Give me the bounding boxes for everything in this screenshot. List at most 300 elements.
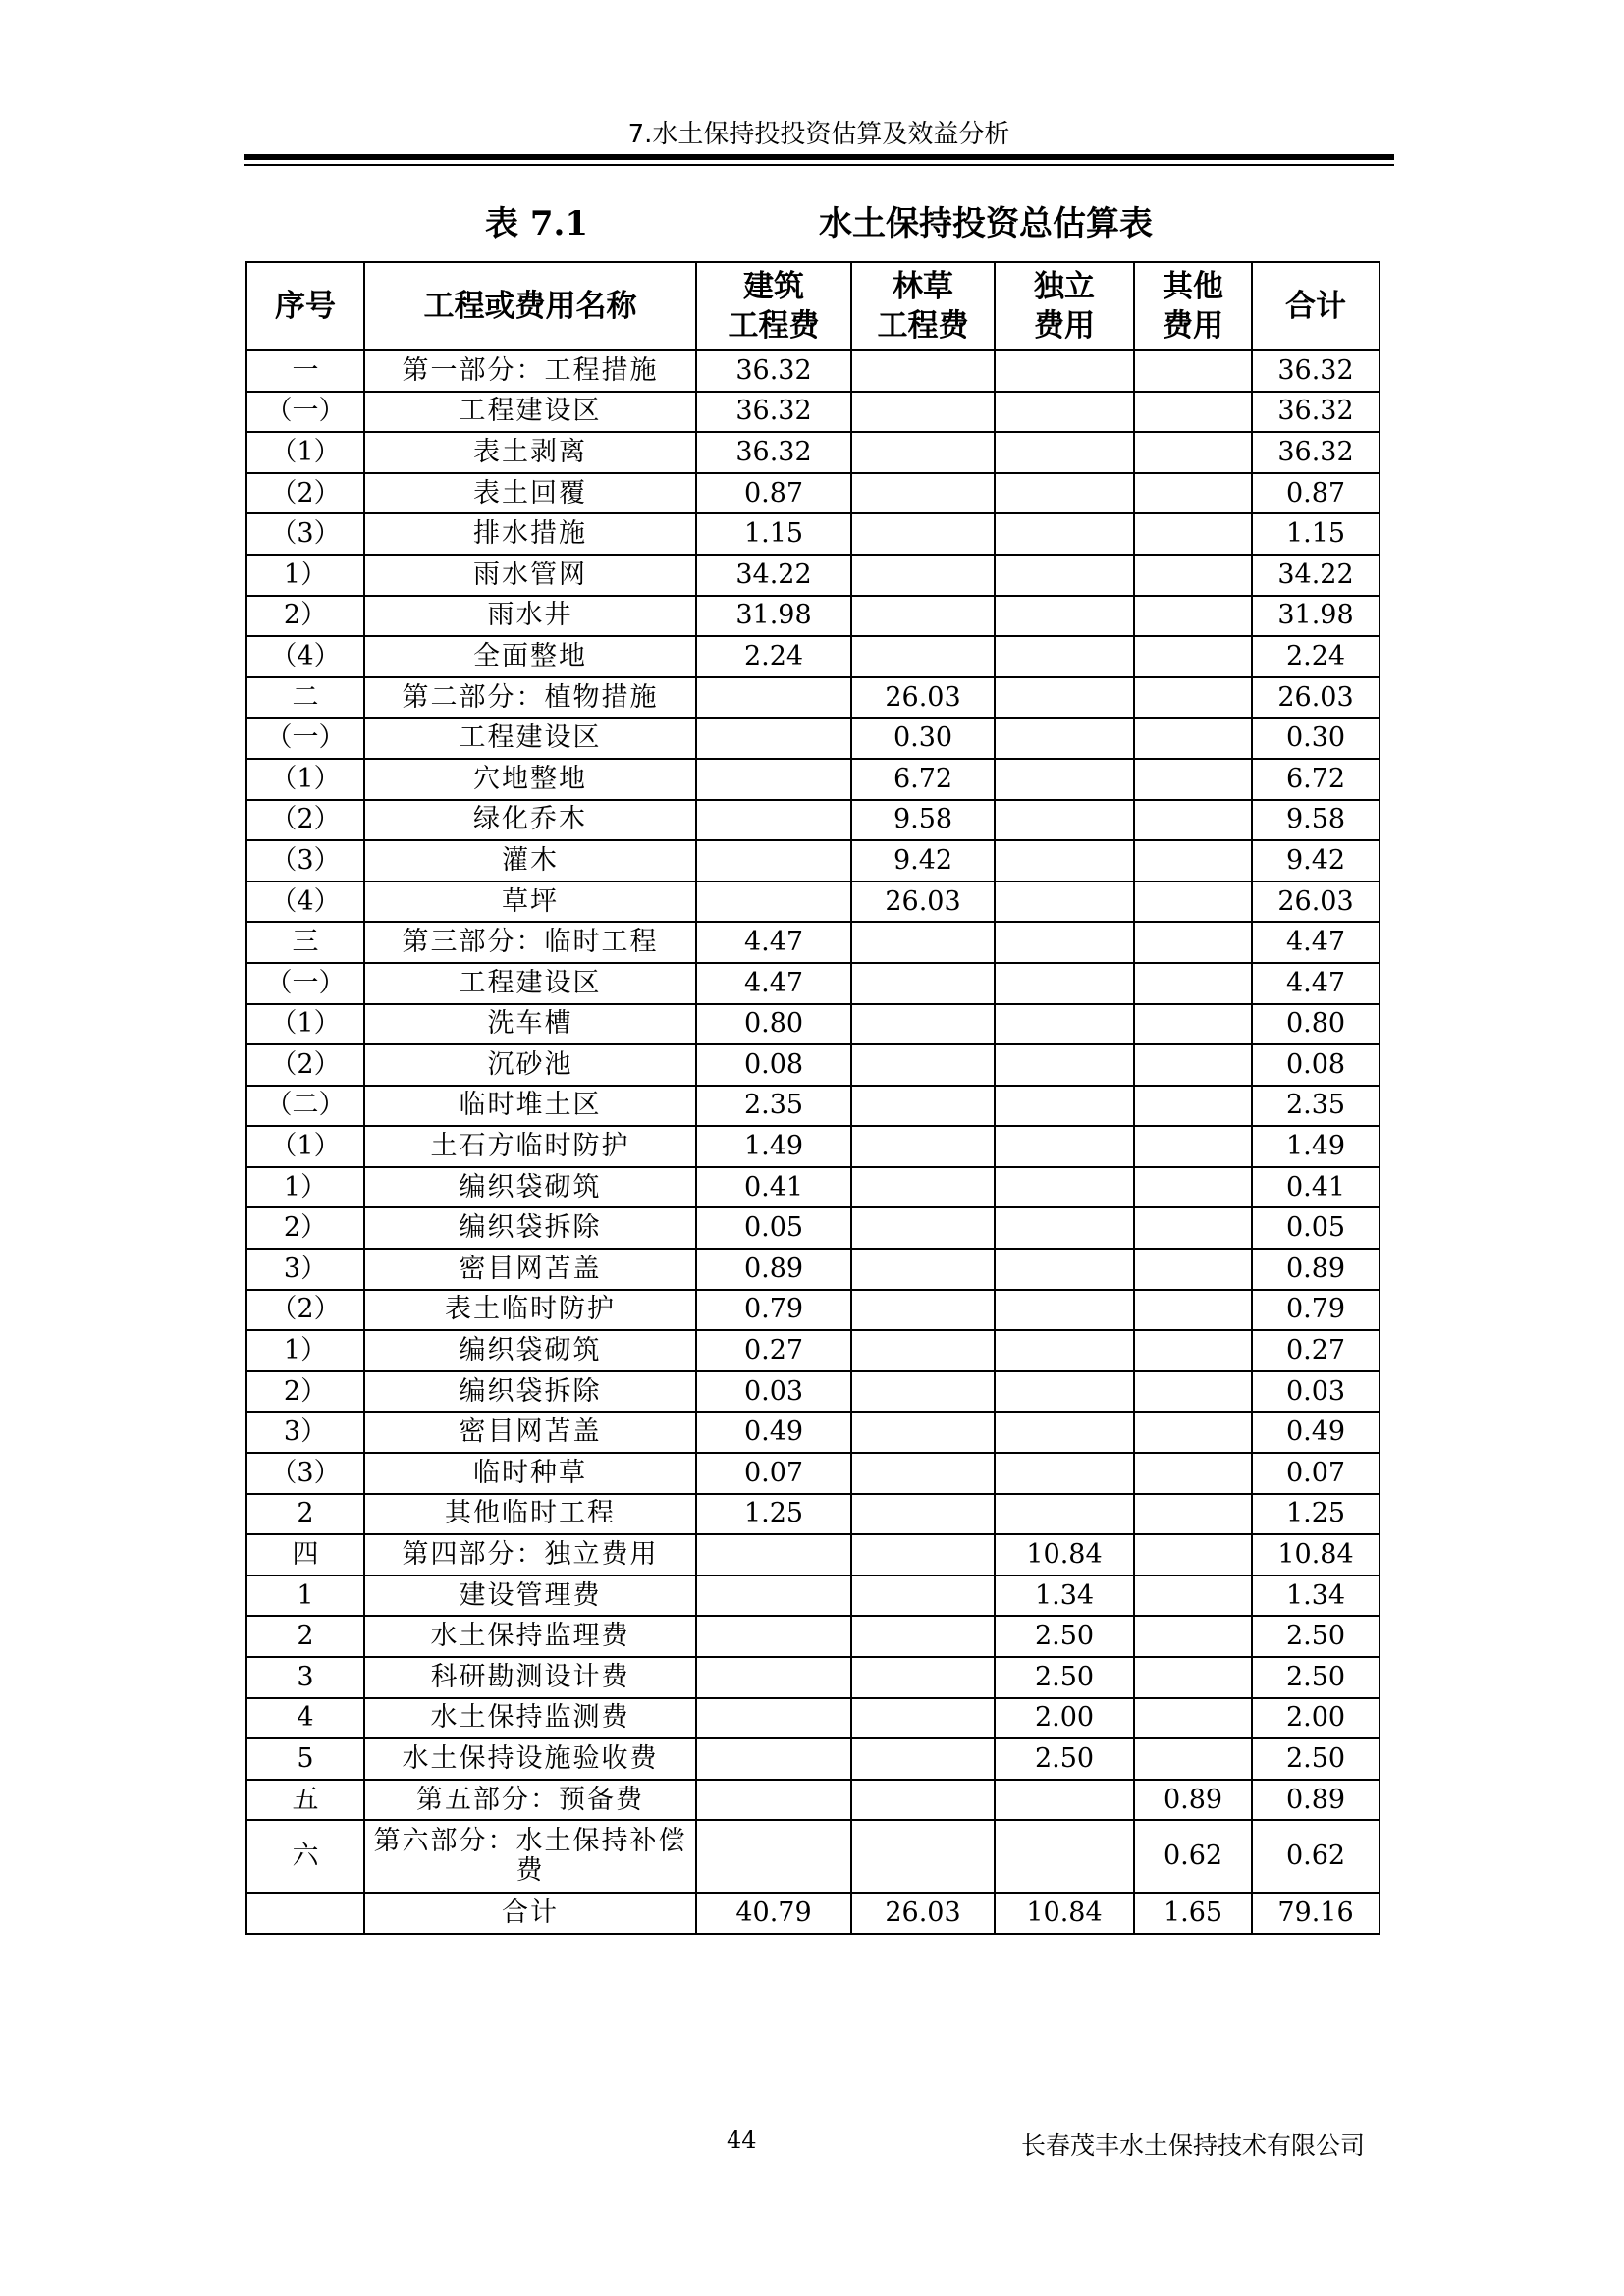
table-row [246, 1167, 1380, 1208]
table-row [246, 473, 1380, 514]
table-row [246, 392, 1380, 433]
table-row [246, 1412, 1380, 1453]
cell-vegetation: 6.72 [851, 759, 995, 800]
cell-total: 10.84 [1252, 1534, 1380, 1575]
cell-construction: 0.79 [696, 1290, 851, 1331]
cell-independent [995, 800, 1134, 841]
cell-vegetation [851, 1780, 995, 1821]
cell-seq: （2） [246, 1290, 364, 1331]
cell-construction [696, 1657, 851, 1698]
cell-seq: （1） [246, 759, 364, 800]
cell-vegetation [851, 1575, 995, 1617]
cell-construction: 0.80 [696, 1004, 851, 1045]
cell-name: 第四部分：独立费用 [364, 1534, 696, 1575]
table-row [246, 350, 1380, 392]
cell-construction [696, 800, 851, 841]
cell-independent [995, 718, 1134, 759]
cell-independent [995, 1780, 1134, 1821]
cell-seq: （一） [246, 718, 364, 759]
table-row [246, 1044, 1380, 1086]
cell-other [1134, 1004, 1252, 1045]
cell-other [1134, 1044, 1252, 1086]
cell-other [1134, 1126, 1252, 1167]
cell-total: 36.32 [1252, 392, 1380, 433]
cell-total: 4.47 [1252, 963, 1380, 1004]
cell-total: 2.35 [1252, 1086, 1380, 1127]
table-body [246, 350, 1380, 1934]
column-header-other: 其他 费用 [1134, 262, 1252, 350]
cell-other [1134, 759, 1252, 800]
cell-construction [696, 759, 851, 800]
cell-seq: （1） [246, 432, 364, 473]
cell-name: 工程建设区 [364, 718, 696, 759]
cell-other [1134, 636, 1252, 677]
cell-seq: （一） [246, 392, 364, 433]
cell-total: 0.80 [1252, 1004, 1380, 1045]
table-row [246, 1330, 1380, 1371]
cell-vegetation: 9.42 [851, 840, 995, 881]
cell-independent [995, 350, 1134, 392]
cell-name: 表土剥离 [364, 432, 696, 473]
table-row [246, 881, 1380, 923]
cell-total: 1.15 [1252, 513, 1380, 555]
cell-other [1134, 1207, 1252, 1249]
cell-vegetation [851, 1412, 995, 1453]
cell-construction: 4.47 [696, 963, 851, 1004]
cell-name: 密目网苫盖 [364, 1249, 696, 1290]
table-row [246, 1575, 1380, 1617]
cell-construction: 1.15 [696, 513, 851, 555]
cell-other [1134, 1330, 1252, 1371]
cell-other [1134, 881, 1252, 923]
cell-construction: 0.03 [696, 1371, 851, 1413]
cell-total: 0.41 [1252, 1167, 1380, 1208]
cell-vegetation [851, 1657, 995, 1698]
cell-vegetation: 9.58 [851, 800, 995, 841]
investment-estimate-table [245, 261, 1380, 1935]
table-row [246, 840, 1380, 881]
table-row [246, 1534, 1380, 1575]
cell-seq: 3） [246, 1249, 364, 1290]
cell-total: 34.22 [1252, 555, 1380, 596]
cell-total: 31.98 [1252, 596, 1380, 637]
cell-name: 表土回覆 [364, 473, 696, 514]
cell-vegetation [851, 1494, 995, 1535]
cell-seq: 二 [246, 677, 364, 719]
table-row [246, 1371, 1380, 1413]
cell-seq: （3） [246, 513, 364, 555]
table-row [246, 1893, 1380, 1934]
table-row [246, 922, 1380, 963]
cell-construction [696, 718, 851, 759]
cell-vegetation [851, 1453, 995, 1494]
cell-name: 绿化乔木 [364, 800, 696, 841]
column-header-vegetation: 林草 工程费 [851, 262, 995, 350]
cell-construction: 0.08 [696, 1044, 851, 1086]
cell-name: 编织袋砌筑 [364, 1167, 696, 1208]
table-row [246, 1453, 1380, 1494]
cell-other [1134, 1086, 1252, 1127]
cell-independent [995, 1044, 1134, 1086]
cell-independent [995, 1207, 1134, 1249]
cell-other [1134, 922, 1252, 963]
cell-construction [696, 1534, 851, 1575]
cell-other [1134, 1494, 1252, 1535]
table-row [246, 677, 1380, 719]
cell-independent [995, 881, 1134, 923]
cell-seq: （一） [246, 963, 364, 1004]
cell-vegetation [851, 432, 995, 473]
cell-total: 0.87 [1252, 473, 1380, 514]
cell-seq: 3） [246, 1412, 364, 1453]
cell-name: 草坪 [364, 881, 696, 923]
cell-name: 穴地整地 [364, 759, 696, 800]
table-row [246, 963, 1380, 1004]
cell-independent [995, 963, 1134, 1004]
cell-independent [995, 1249, 1134, 1290]
cell-independent [995, 1290, 1134, 1331]
cell-independent [995, 922, 1134, 963]
cell-name: 其他临时工程 [364, 1494, 696, 1535]
cell-seq: 1） [246, 555, 364, 596]
footer-company-name: 长春茂丰水土保持技术有限公司 [1021, 2131, 1366, 2160]
table-row [246, 759, 1380, 800]
cell-construction: 36.32 [696, 350, 851, 392]
cell-other [1134, 1167, 1252, 1208]
cell-independent [995, 1494, 1134, 1535]
cell-vegetation [851, 555, 995, 596]
cell-other [1134, 1534, 1252, 1575]
table-row [246, 1086, 1380, 1127]
cell-vegetation [851, 1044, 995, 1086]
cell-total: 2.24 [1252, 636, 1380, 677]
cell-construction: 1.25 [696, 1494, 851, 1535]
cell-vegetation [851, 1698, 995, 1739]
cell-other: 0.62 [1134, 1820, 1252, 1893]
cell-seq: （3） [246, 1453, 364, 1494]
cell-construction: 4.47 [696, 922, 851, 963]
cell-other [1134, 1290, 1252, 1331]
cell-total: 0.05 [1252, 1207, 1380, 1249]
cell-seq: （2） [246, 1044, 364, 1086]
column-header-total: 合计 [1252, 262, 1380, 350]
cell-construction: 2.35 [696, 1086, 851, 1127]
cell-total: 2.50 [1252, 1657, 1380, 1698]
cell-total: 6.72 [1252, 759, 1380, 800]
cell-seq: （4） [246, 881, 364, 923]
cell-other [1134, 718, 1252, 759]
cell-name: 编织袋拆除 [364, 1371, 696, 1413]
cell-vegetation [851, 1004, 995, 1045]
cell-vegetation [851, 1290, 995, 1331]
cell-seq: （1） [246, 1126, 364, 1167]
cell-vegetation [851, 513, 995, 555]
cell-name: 第五部分：预备费 [364, 1780, 696, 1821]
cell-name: 第三部分：临时工程 [364, 922, 696, 963]
table-row [246, 1616, 1380, 1657]
cell-total: 0.08 [1252, 1044, 1380, 1086]
cell-construction: 40.79 [696, 1893, 851, 1934]
cell-other [1134, 350, 1252, 392]
cell-name: 水土保持设施验收费 [364, 1738, 696, 1780]
cell-seq: 1 [246, 1575, 364, 1617]
cell-total: 1.25 [1252, 1494, 1380, 1535]
table-row [246, 636, 1380, 677]
cell-other [1134, 963, 1252, 1004]
cell-construction [696, 1738, 851, 1780]
cell-vegetation: 26.03 [851, 881, 995, 923]
cell-name: 编织袋砌筑 [364, 1330, 696, 1371]
cell-total: 0.07 [1252, 1453, 1380, 1494]
table-row [246, 1820, 1380, 1893]
cell-name: 第二部分：植物措施 [364, 677, 696, 719]
cell-independent [995, 759, 1134, 800]
cell-total: 36.32 [1252, 432, 1380, 473]
cell-independent: 2.50 [995, 1616, 1134, 1657]
cell-name: 编织袋拆除 [364, 1207, 696, 1249]
cell-seq: 一 [246, 350, 364, 392]
cell-total: 2.00 [1252, 1698, 1380, 1739]
cell-independent [995, 1371, 1134, 1413]
cell-vegetation [851, 596, 995, 637]
table-row [246, 1494, 1380, 1535]
cell-seq: （1） [246, 1004, 364, 1045]
cell-independent: 10.84 [995, 1893, 1134, 1934]
cell-seq: （3） [246, 840, 364, 881]
cell-independent [995, 1167, 1134, 1208]
cell-independent [995, 1126, 1134, 1167]
cell-seq: 4 [246, 1698, 364, 1739]
cell-vegetation [851, 1371, 995, 1413]
cell-name: 第六部分：水土保持补偿费 [364, 1820, 696, 1893]
cell-independent: 2.50 [995, 1738, 1134, 1780]
cell-vegetation: 26.03 [851, 1893, 995, 1934]
cell-seq: （2） [246, 473, 364, 514]
cell-vegetation [851, 1616, 995, 1657]
cell-vegetation [851, 1207, 995, 1249]
cell-independent [995, 1412, 1134, 1453]
cell-other [1134, 1249, 1252, 1290]
page-number: 44 [727, 2126, 757, 2154]
cell-construction [696, 840, 851, 881]
cell-other [1134, 1412, 1252, 1453]
cell-independent [995, 473, 1134, 514]
cell-other: 0.89 [1134, 1780, 1252, 1821]
table-row [246, 1004, 1380, 1045]
table-row [246, 1780, 1380, 1821]
cell-seq: 3 [246, 1657, 364, 1698]
cell-total: 0.03 [1252, 1371, 1380, 1413]
cell-vegetation [851, 392, 995, 433]
cell-name: 洗车槽 [364, 1004, 696, 1045]
cell-independent [995, 1453, 1134, 1494]
cell-name: 工程建设区 [364, 392, 696, 433]
cell-other [1134, 392, 1252, 433]
cell-construction: 31.98 [696, 596, 851, 637]
cell-construction: 0.05 [696, 1207, 851, 1249]
cell-other [1134, 800, 1252, 841]
cell-construction [696, 1698, 851, 1739]
column-header-construction: 建筑 工程费 [696, 262, 851, 350]
table-caption-title: 水土保持投资总估算表 [819, 204, 1153, 243]
cell-seq: 2 [246, 1494, 364, 1535]
cell-name: 科研勘测设计费 [364, 1657, 696, 1698]
table-row [246, 1738, 1380, 1780]
cell-independent [995, 392, 1134, 433]
table-header-row [246, 262, 1380, 350]
table-row [246, 513, 1380, 555]
cell-vegetation: 26.03 [851, 677, 995, 719]
cell-other: 1.65 [1134, 1893, 1252, 1934]
cell-other [1134, 840, 1252, 881]
cell-seq: 2） [246, 1207, 364, 1249]
cell-vegetation [851, 1820, 995, 1893]
cell-other [1134, 1575, 1252, 1617]
table-row [246, 596, 1380, 637]
cell-vegetation [851, 1167, 995, 1208]
cell-construction: 0.89 [696, 1249, 851, 1290]
cell-name: 雨水管网 [364, 555, 696, 596]
header-rule-thin [244, 164, 1394, 166]
cell-total: 26.03 [1252, 881, 1380, 923]
table-row [246, 1290, 1380, 1331]
cell-name: 合计 [364, 1893, 696, 1934]
cell-name: 工程建设区 [364, 963, 696, 1004]
table-row [246, 800, 1380, 841]
cell-seq: 2） [246, 596, 364, 637]
cell-name: 建设管理费 [364, 1575, 696, 1617]
cell-other [1134, 1453, 1252, 1494]
column-header-seq: 序号 [246, 262, 364, 350]
cell-vegetation: 0.30 [851, 718, 995, 759]
cell-total: 79.16 [1252, 1893, 1380, 1934]
cell-construction [696, 1616, 851, 1657]
cell-seq: （2） [246, 800, 364, 841]
cell-other [1134, 1616, 1252, 1657]
cell-seq: 三 [246, 922, 364, 963]
cell-total: 2.50 [1252, 1616, 1380, 1657]
running-header-title: 7.水土保持投投资估算及效益分析 [627, 120, 1010, 149]
cell-total: 0.89 [1252, 1249, 1380, 1290]
cell-name: 雨水井 [364, 596, 696, 637]
cell-construction: 0.41 [696, 1167, 851, 1208]
cell-independent [995, 432, 1134, 473]
cell-construction [696, 1820, 851, 1893]
cell-construction: 0.87 [696, 473, 851, 514]
cell-vegetation [851, 963, 995, 1004]
cell-name: 临时种草 [364, 1453, 696, 1494]
cell-name: 密目网苫盖 [364, 1412, 696, 1453]
column-header-name: 工程或费用名称 [364, 262, 696, 350]
cell-independent [995, 1820, 1134, 1893]
cell-total: 9.42 [1252, 840, 1380, 881]
cell-total: 36.32 [1252, 350, 1380, 392]
cell-vegetation [851, 1534, 995, 1575]
table-row [246, 1657, 1380, 1698]
table-row [246, 1698, 1380, 1739]
cell-independent [995, 555, 1134, 596]
cell-independent [995, 596, 1134, 637]
cell-construction: 0.27 [696, 1330, 851, 1371]
cell-total: 2.50 [1252, 1738, 1380, 1780]
cell-total: 0.30 [1252, 718, 1380, 759]
cell-construction: 0.49 [696, 1412, 851, 1453]
cell-seq: （二） [246, 1086, 364, 1127]
cell-vegetation [851, 1126, 995, 1167]
cell-other [1134, 513, 1252, 555]
cell-other [1134, 1371, 1252, 1413]
cell-construction [696, 677, 851, 719]
cell-other [1134, 1738, 1252, 1780]
cell-construction: 36.32 [696, 432, 851, 473]
cell-name: 沉砂池 [364, 1044, 696, 1086]
cell-independent [995, 840, 1134, 881]
cell-independent: 10.84 [995, 1534, 1134, 1575]
cell-name: 排水措施 [364, 513, 696, 555]
cell-other [1134, 1698, 1252, 1739]
table-caption-number: 表 7.1 [485, 204, 588, 243]
cell-seq: 1） [246, 1330, 364, 1371]
cell-independent [995, 513, 1134, 555]
header-rule-thick [244, 154, 1394, 160]
cell-independent [995, 1004, 1134, 1045]
cell-independent: 2.00 [995, 1698, 1134, 1739]
cell-seq: 六 [246, 1820, 364, 1893]
cell-vegetation [851, 636, 995, 677]
cell-name: 水土保持监理费 [364, 1616, 696, 1657]
cell-seq: 5 [246, 1738, 364, 1780]
cell-total: 0.89 [1252, 1780, 1380, 1821]
cell-name: 表土临时防护 [364, 1290, 696, 1331]
cell-independent [995, 1086, 1134, 1127]
cell-total: 9.58 [1252, 800, 1380, 841]
cell-name: 灌木 [364, 840, 696, 881]
cell-total: 1.49 [1252, 1126, 1380, 1167]
cell-other [1134, 473, 1252, 514]
cell-vegetation [851, 350, 995, 392]
cell-construction [696, 1575, 851, 1617]
cell-independent: 2.50 [995, 1657, 1134, 1698]
cell-name: 全面整地 [364, 636, 696, 677]
cell-seq: 2） [246, 1371, 364, 1413]
cell-name: 临时堆土区 [364, 1086, 696, 1127]
cell-seq: 五 [246, 1780, 364, 1821]
table-row [246, 1207, 1380, 1249]
table-row [246, 1249, 1380, 1290]
cell-other [1134, 555, 1252, 596]
cell-construction: 0.07 [696, 1453, 851, 1494]
cell-vegetation [851, 922, 995, 963]
cell-independent [995, 636, 1134, 677]
cell-construction: 1.49 [696, 1126, 851, 1167]
cell-vegetation [851, 1249, 995, 1290]
cell-total: 0.27 [1252, 1330, 1380, 1371]
cell-seq: 2 [246, 1616, 364, 1657]
cell-independent [995, 677, 1134, 719]
cell-total: 0.62 [1252, 1820, 1380, 1893]
cell-seq: 四 [246, 1534, 364, 1575]
cell-name: 水土保持监测费 [364, 1698, 696, 1739]
cell-independent [995, 1330, 1134, 1371]
cell-construction: 2.24 [696, 636, 851, 677]
table-row [246, 555, 1380, 596]
cell-seq: 1） [246, 1167, 364, 1208]
cell-seq: （4） [246, 636, 364, 677]
cell-other [1134, 596, 1252, 637]
cell-total: 1.34 [1252, 1575, 1380, 1617]
cell-construction [696, 1780, 851, 1821]
cell-seq [246, 1893, 364, 1934]
